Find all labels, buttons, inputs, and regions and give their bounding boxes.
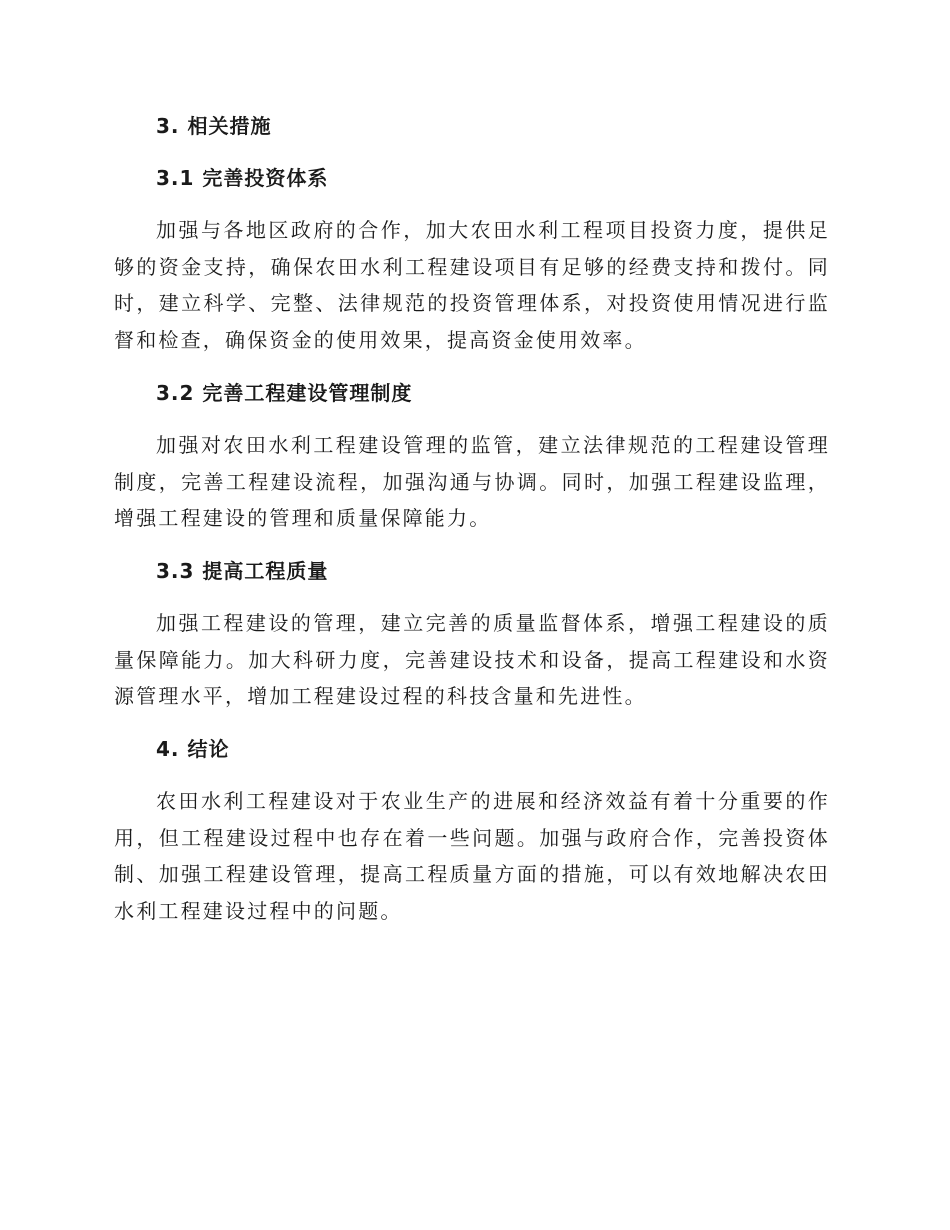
heading-section-3-2: 3.2 完善工程建设管理制度 (156, 381, 413, 405)
heading-section-3: 3. 相关措施 (156, 114, 272, 138)
heading-section-3-3: 3.3 提高工程质量 (156, 559, 329, 583)
paragraph-section-4: 农田水利工程建设对于农业生产的进展和经济效益有着十分重要的作用，但工程建设过程中也存在着一些问题。加强与政府合作，完善投资体制、加强工程建设管理，提高工程质量方面的措施，可以有效地解决农田水利工程建设过程中的问题。 (114, 789, 830, 923)
heading-section-4: 4. 结论 (156, 737, 230, 761)
paragraph-section-3-2: 加强对农田水利工程建设管理的监管，建立法律规范的工程建设管理制度，完善工程建设流程，加强沟通与协调。同时，加强工程建设监理，增强工程建设的管理和质量保障能力。 (114, 433, 830, 531)
document-body (114, 108, 830, 930)
paragraph-section-3-3: 加强工程建设的管理，建立完善的质量监督体系，增强工程建设的质量保障能力。加大科研力度，完善建设技术和设备，提高工程建设和水资源管理水平，增加工程建设过程的科技含量和先进性。 (114, 611, 830, 709)
paragraph-section-3-1: 加强与各地区政府的合作，加大农田水利工程项目投资力度，提供足够的资金支持，确保农田水利工程建设项目有足够的经费支持和拨付。同时，建立科学、完整、法律规范的投资管理体系，对投资使用情况进行监督和检查，确保资金的使用效果，提高资金使用效率。 (114, 218, 830, 352)
heading-section-3-1: 3.1 完善投资体系 (156, 166, 329, 190)
